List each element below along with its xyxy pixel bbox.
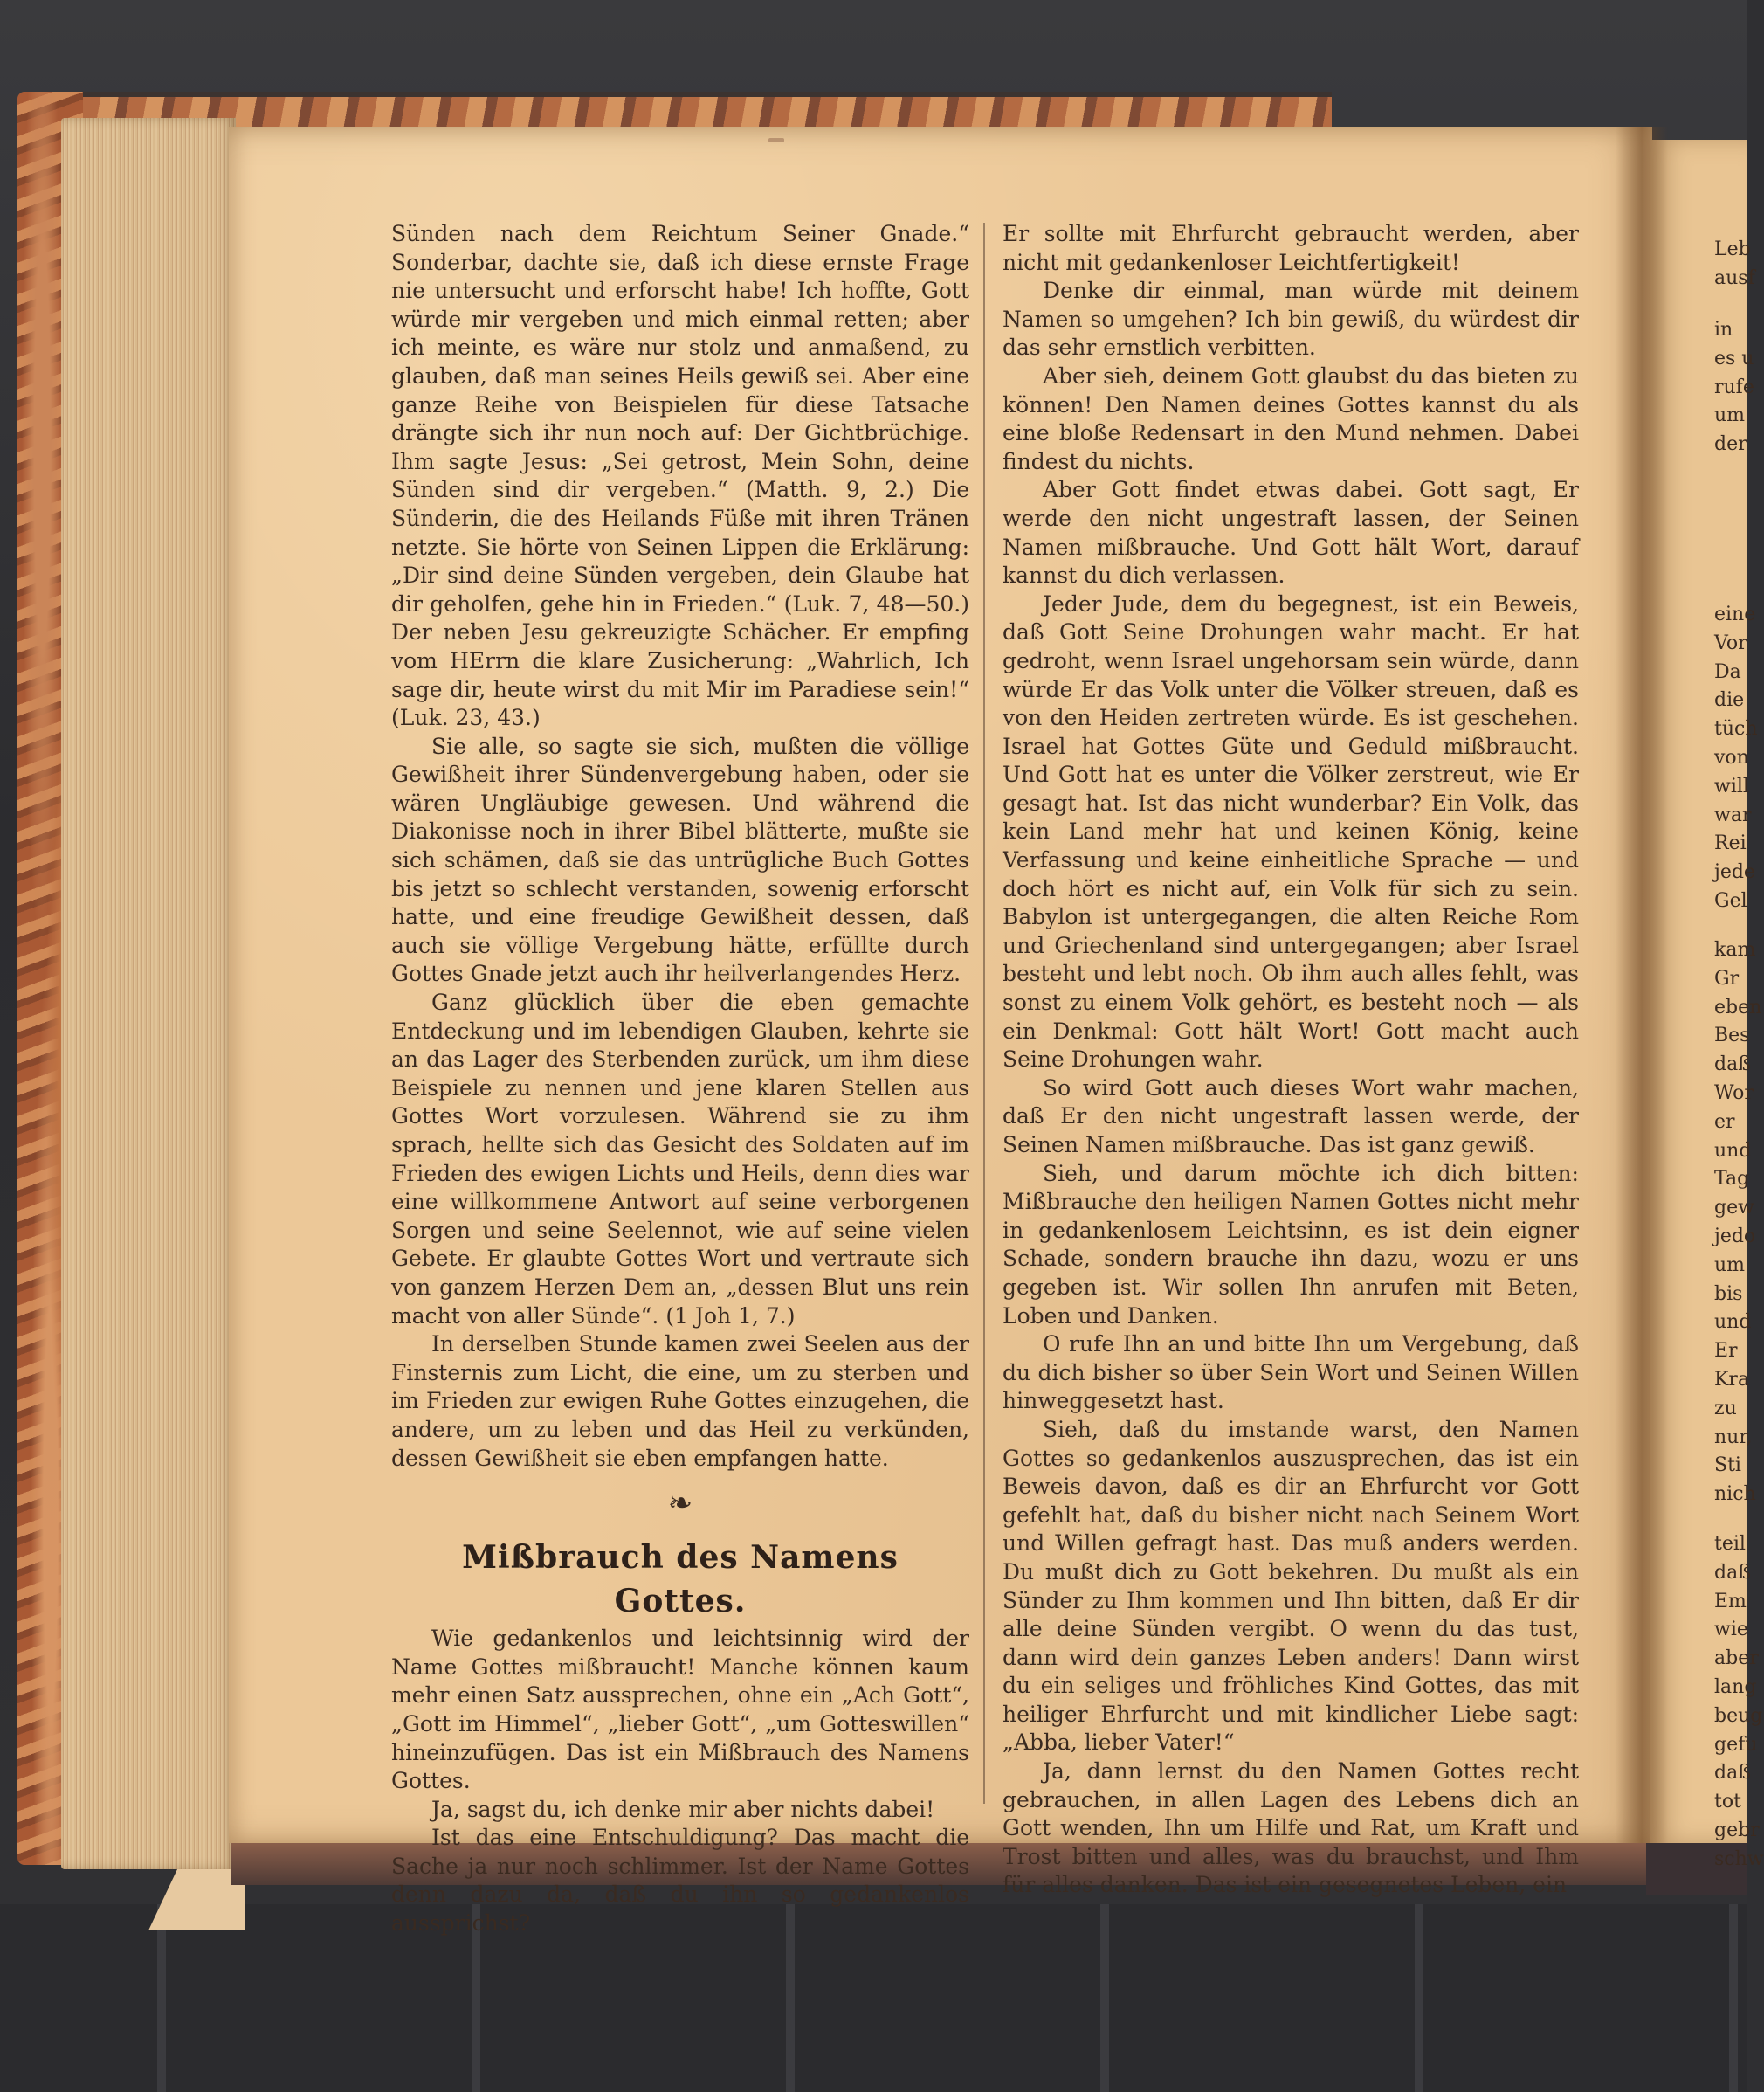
next-page-fragment-group	[1714, 236, 1755, 293]
book-gutter	[1616, 127, 1668, 1843]
next-page-fragment: jedo	[1714, 1225, 1756, 1247]
page-mark	[768, 138, 784, 142]
next-page-fragment: wie	[1714, 1619, 1748, 1641]
next-page-fragment: daß	[1714, 1053, 1751, 1076]
next-page-fragment: bis	[1714, 1282, 1743, 1305]
next-page-fragment: daß	[1714, 1561, 1751, 1584]
next-page-fragment: und	[1714, 1139, 1752, 1162]
next-page-fragment: Bes	[1714, 1025, 1750, 1047]
next-page-fragment: rufe	[1714, 376, 1754, 398]
next-page-fragment: die	[1714, 689, 1745, 712]
next-page-fragment-group	[1714, 936, 1762, 1509]
next-page-fragment: Gel	[1714, 889, 1747, 912]
paragraph: In derselben Stunde kamen zwei Seelen aus der Finsternis zum Licht, die eine, um zu sterben und im Frieden zur ewigen Ruhe Gottes einzugehen, die andere, um zu leben und das Heil zu verkünden, dessen Gewißheit sie eben empfangen hatte.	[391, 1331, 969, 1471]
next-page-fragment: tüch	[1714, 718, 1758, 741]
paragraph: Wie gedankenlos und leichtsinnig wird der Name Gottes mißbraucht! Manche können kaum mehr einen Satz aussprechen, ohne ein „Ach Gott“, „Gott im Himmel“, „lieber Gott“, „um Gotteswillen“ hineinzufügen. Das ist ein Mißbrauch des Namens Gottes.	[391, 1626, 969, 1794]
next-page-fragment: war	[1714, 804, 1752, 826]
next-page-fragment: er	[1714, 1110, 1735, 1133]
next-page-fragment-group	[1714, 601, 1758, 916]
paragraph: Er sollte mit Ehrfurcht gebraucht werden, aber nicht mit gedankenloser Leichtfertigkeit!	[1003, 221, 1579, 275]
paragraph: Sünden nach dem Reichtum Seiner Gnade.“ Sonderbar, dachte sie, daß ich diese ernste Frage nie untersucht und erforscht habe! Ich hoffte, Gott würde mir vergeben und mich einmal retten; aber ich meinte, es wäre nur stolz und anmaßend, zu glauben, daß man seines Heils gewiß sei. Aber eine ganze Reihe von Beispielen für diese Tatsache drängte sich ihr nun noch auf: Der Gichtbrüchige. Ihm sagte Jesus: „Sei getrost, Mein Sohn, deine Sünden sind dir vergeben.“ (Matth. 9, 2.) Die Sünderin, die des Heilands Füße mit ihren Tränen netzte. Sie hörte von Seinen Lippen die Erklärung: „Dir sind deine Sünden vergeben, dein Glaube hat dir geholfen, gehe hin in Frieden.“ (Luk. 7, 48—50.) Der neben Jesu gekreuzigte Schächer. Er empfing vom HErrn die klare Zusicherung: „Wahrlich, Ich sage dir, heute wirst du mit Mir im Paradiese sein!“ (Luk. 23, 43.)	[391, 221, 969, 731]
next-page-fragment: Gr	[1714, 967, 1740, 990]
next-page-fragment: jede	[1714, 861, 1755, 884]
next-page-fragment: lang	[1714, 1675, 1757, 1698]
paragraph: Jeder Jude, dem du begegnest, ist ein Beweis, daß Gott Seine Drohungen wahr macht. Er hat gedroht, wenn Israel ungehorsam sein würde, dann würde Er das Volk unter die Völker streuen, daß es von den Heiden zertreten würde. Es ist geschehen. Israel hat Gottes Güte und Geduld mißbraucht. Und Gott hat es unter die Völker zerstreut, wie Er gesagt hat. Ist das nicht wunderbar? Ein Volk, das kein Land mehr hat und keinen König, keine Verfassung und keine einheitliche Sprache — und doch hört es nicht auf, ein Volk für sich zu sein. Babylon ist untergegangen, die alten Reiche Rom und Griechenland sind untergegangen; aber Israel besteht und lebt noch. Ob ihm auch alles fehlt, was sonst zu einem Volk gehört, es besteht noch — als ein Denkmal: Gott hält Wort! Gott macht auch Seine Drohungen wahr.	[1003, 590, 1579, 1073]
next-page-fragment: Er	[1714, 1340, 1738, 1363]
next-page-fragment: und	[1714, 1311, 1752, 1334]
section-title: Mißbrauch des Namens Gottes.	[462, 1539, 899, 1620]
paragraph: Ganz glücklich über die eben gemachte Entdeckung und im lebendigen Glauben, kehrte sie an das Lager des Sterbenden zurück, um ihm diese Beispiele zu nennen und jene klaren Stellen aus Gottes Wort vorzulesen. Während sie zu ihm sprach, hellte sich das Gesicht des Soldaten auf im Frieden des ewigen Lichts und Heils, denn dies war eine willkommene Antwort auf seine verborgenen Sorgen und seine Seelennot, wie auf seine vielen Gebete. Er glaubte Gottes Wort und vertraute sich von ganzem Herzen Dem an, „dessen Blut uns rein macht von aller Sünde“. (1 Joh 1, 7.)	[391, 990, 969, 1329]
next-page-fragment: schw	[1714, 1847, 1764, 1870]
next-page-fragment: Vor	[1714, 632, 1747, 654]
next-page-fragment: um	[1714, 404, 1746, 427]
next-page-fragment: Da	[1714, 660, 1741, 683]
next-page-fragment: in	[1714, 319, 1733, 341]
paragraph: Sieh, daß du imstande warst, den Namen Gottes so gedankenlos auszusprechen, das ist ein Beweis davon, daß es dir an Ehrfurcht vor Gott gefehlt hat, daß du bisher nicht nach Seinem Wort und Willen gefragt hast. Das muß anders werden. Du mußt dich zu Gott bekehren. Du mußt als ein Sünder zu Ihm kommen und Ihn bitten, daß Er dir alle deine Sünden vergibt. O wenn du das tust, dann wird dein ganzes Leben anders! Dann wirst du ein seliges und fröhliches Kind Gottes, das mit heiliger Ehrfurcht und mit kindlicher Liebe sagt: „Abba, lieber Vater!“	[1003, 1416, 1579, 1756]
next-page-fragment: eben	[1714, 996, 1762, 1018]
next-page-fragment: Sti	[1714, 1454, 1741, 1477]
book-page-edges	[61, 118, 236, 1869]
paragraph: Aber Gott findet etwas dabei. Gott sagt, Er werde den nicht ungestraft lassen, der Seinen Namen mißbrauche. Und Gott hält Wort, darauf kannst du dich verlassen.	[1003, 477, 1579, 589]
next-page-fragment: Wor	[1714, 1081, 1754, 1104]
next-page-fragment: ausf	[1714, 266, 1755, 289]
next-page-fragment: gew	[1714, 1197, 1754, 1219]
next-page-fragment: nich	[1714, 1483, 1756, 1506]
paragraph: Sieh, und darum möchte ich dich bitten: Mißbrauche den heiligen Namen Gottes nicht mehr in gedankenlosem Leichtsinn, es ist dein eigner Schade, sondern brauche ihn dazu, wozu er uns gegeben ist. Wir sollen Ihn anrufen mit Beten, Loben und Danken.	[1003, 1160, 1579, 1329]
next-page-fragment: Tag	[1714, 1168, 1750, 1191]
next-page-fragment: eine	[1714, 604, 1756, 625]
next-page-fragment: um	[1714, 1253, 1746, 1276]
next-page-fragment: nur,	[1714, 1426, 1753, 1448]
right-text-column	[1003, 220, 1579, 1900]
paragraph: Ja, dann lernst du den Namen Gottes recht gebrauchen, in allen Lagen des Lebens dich an Gott wenden, Ihn um Hilfe und Rat, um Kraft und Trost bitten und alles, was du brauchst, und Ihm für alles danken. Das ist ein gesegnetes Leben, ein	[1003, 1758, 1579, 1898]
next-page-fragment-group	[1714, 316, 1754, 459]
next-page-fragment: will	[1714, 775, 1749, 797]
paragraph: Sie alle, so sagte sie sich, mußten die völlige Gewißheit ihrer Sündenvergebung haben, oder sie wären Ungläubige gewesen. Und während die Diakonisse noch in ihrer Bibel blätterte, mußte sie sich schämen, daß sie das untrügliche Buch Gottes bis jetzt so schlecht verstanden, sowenig erforscht hatte, und eine freudige Gewißheit dessen, daß auch sie völlige Vergebung hätte, erfüllte durch Gottes Gnade jetzt auch ihr heilverlangendes Herz.	[391, 733, 969, 987]
next-page-fragment: gebr	[1714, 1819, 1760, 1841]
paragraph: O rufe Ihn an und bitte Ihn um Vergebung, daß du dich bisher so über Sein Wort und Seinen Willen hinweggesetzt hast.	[1003, 1331, 1579, 1414]
next-page-fragment: kam	[1714, 939, 1756, 961]
next-page-fragment: Em	[1714, 1590, 1747, 1612]
next-page-fragment: Leb	[1714, 238, 1751, 260]
column-separator	[983, 223, 985, 1804]
next-page-fragment: Rei	[1714, 832, 1747, 855]
paragraph: Denke dir einmal, man würde mit deinem Namen so umgehen? Ich bin gewiß, du würdest dir das sehr ernstlich verbitten.	[1003, 278, 1579, 361]
paragraph: Ist das eine Entschuldigung? Das macht die Sache ja nur noch schlimmer. Ist der Name Gottes denn dazu da, daß du ihn so gedankenlos aussprichst?	[391, 1825, 969, 1937]
next-page-fragment: der	[1714, 433, 1747, 456]
paragraph: Ja, sagst du, ich denke mir aber nichts dabei!	[431, 1796, 935, 1822]
left-text-column	[391, 220, 969, 1938]
ornament-icon: ❧	[667, 1486, 693, 1522]
next-page-fragment: daß	[1714, 1762, 1751, 1785]
paragraph: Aber sieh, deinem Gott glaubst du das bieten zu können! Den Namen deines Gottes kannst du als eine bloße Redensart in den Mund nehmen. Dabei findest du nichts.	[1003, 362, 1579, 474]
next-page-fragment: von	[1714, 746, 1749, 769]
next-page-fragment: Kra	[1714, 1368, 1750, 1391]
next-page-fragment-group	[1714, 1530, 1764, 1875]
paragraph: So wird Gott auch dieses Wort wahr machen, daß Er den nicht ungestraft lassen werde, der Seinen Namen mißbrauche. Das ist ganz gewiß.	[1003, 1074, 1579, 1157]
next-page-fragment: gefu	[1714, 1733, 1758, 1756]
next-page-fragment: beug	[1714, 1704, 1763, 1727]
next-page-fragment: tot	[1714, 1791, 1741, 1813]
next-page-fragment: aber	[1714, 1647, 1759, 1670]
next-page-fragment: zu	[1714, 1397, 1737, 1419]
next-page-fragment: es u	[1714, 347, 1754, 369]
next-page-fragment: teil	[1714, 1533, 1746, 1555]
